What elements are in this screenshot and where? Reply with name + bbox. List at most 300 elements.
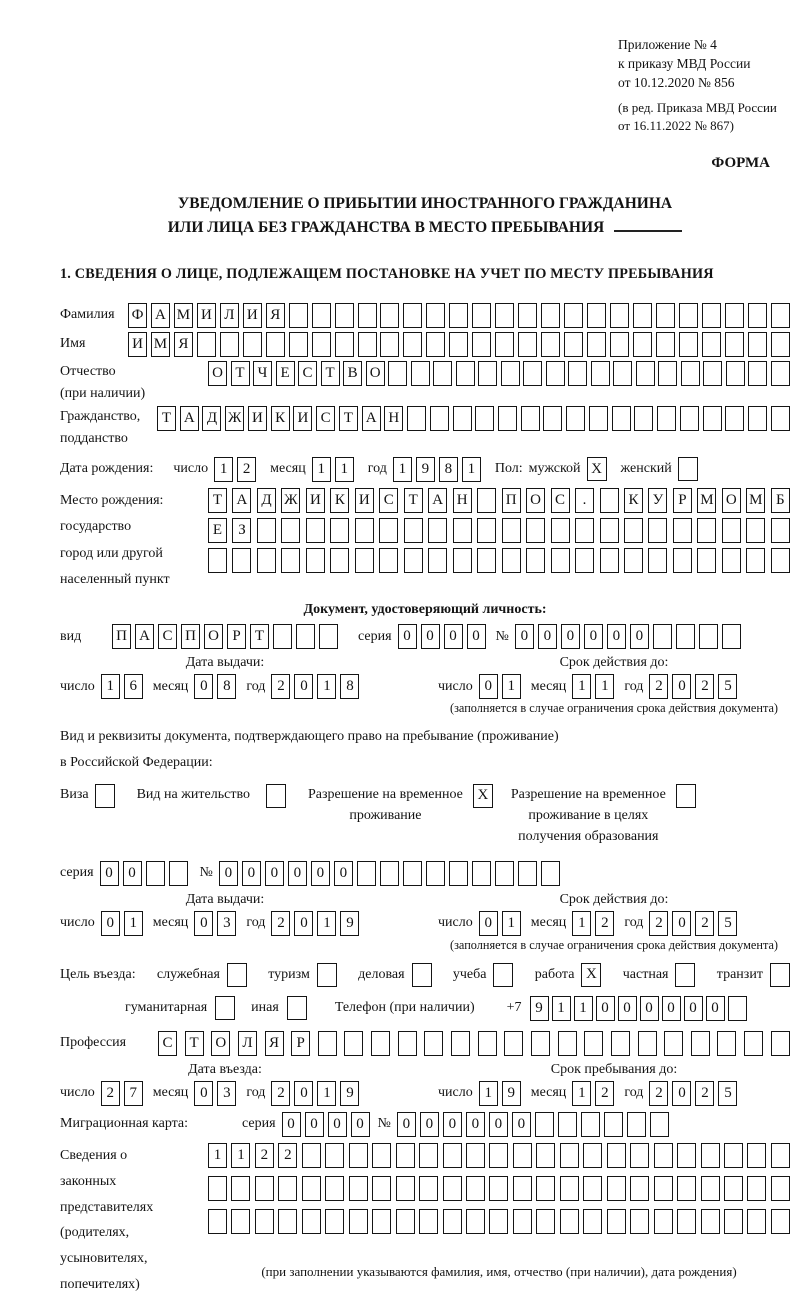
char-cell[interactable]	[581, 1112, 600, 1137]
char-cell[interactable]: 0	[443, 1112, 462, 1137]
char-cell[interactable]	[355, 548, 374, 573]
char-cell[interactable]	[724, 1209, 743, 1234]
char-cell[interactable]	[526, 518, 545, 543]
char-cell[interactable]	[607, 1209, 626, 1234]
char-cell[interactable]: К	[271, 406, 290, 431]
char-cell[interactable]	[747, 1176, 766, 1201]
char-cell[interactable]	[302, 1176, 321, 1201]
char-cell[interactable]	[771, 303, 790, 328]
char-cell[interactable]	[349, 1209, 368, 1234]
char-cell[interactable]	[531, 1031, 550, 1056]
char-cell[interactable]: 0	[194, 674, 213, 699]
char-cell[interactable]	[456, 361, 475, 386]
char-cell[interactable]: С	[316, 406, 335, 431]
char-cell[interactable]	[257, 518, 276, 543]
char-cell[interactable]: И	[128, 332, 147, 357]
char-cell[interactable]	[611, 1031, 630, 1056]
char-cell[interactable]	[281, 518, 300, 543]
char-cell[interactable]	[551, 548, 570, 573]
char-cell[interactable]: С	[379, 488, 398, 513]
char-cell[interactable]	[513, 1209, 532, 1234]
char-cell[interactable]: 0	[265, 861, 284, 886]
char-cell[interactable]	[748, 361, 767, 386]
char-cell[interactable]	[380, 332, 399, 357]
char-cell[interactable]	[407, 406, 426, 431]
char-cell[interactable]	[372, 1209, 391, 1234]
char-cell[interactable]	[430, 406, 449, 431]
char-cell[interactable]: 0	[294, 911, 313, 936]
char-cell[interactable]: Н	[453, 488, 472, 513]
char-cell[interactable]	[748, 303, 767, 328]
char-cell[interactable]	[583, 1176, 602, 1201]
char-cell[interactable]: 0	[305, 1112, 324, 1137]
char-cell[interactable]	[278, 1176, 297, 1201]
char-cell[interactable]	[771, 518, 790, 543]
char-cell[interactable]	[312, 303, 331, 328]
char-cell[interactable]	[560, 1143, 579, 1168]
char-cell[interactable]	[371, 1031, 390, 1056]
char-cell[interactable]	[197, 332, 216, 357]
char-cell[interactable]	[379, 548, 398, 573]
char-cell[interactable]	[630, 1176, 649, 1201]
char-cell[interactable]: Т	[321, 361, 340, 386]
char-cell[interactable]	[535, 1112, 554, 1137]
char-cell[interactable]: Т	[208, 488, 227, 513]
char-cell[interactable]	[771, 406, 790, 431]
char-cell[interactable]: О	[211, 1031, 230, 1056]
char-cell[interactable]: Р	[227, 624, 246, 649]
char-cell[interactable]	[747, 1209, 766, 1234]
char-cell[interactable]	[243, 332, 262, 357]
char-cell[interactable]	[489, 1176, 508, 1201]
char-cell[interactable]	[302, 1209, 321, 1234]
char-cell[interactable]: 2	[271, 911, 290, 936]
char-cell[interactable]	[426, 332, 445, 357]
char-cell[interactable]	[403, 303, 422, 328]
char-cell[interactable]: 0	[515, 624, 534, 649]
char-cell[interactable]: 2	[695, 674, 714, 699]
char-cell[interactable]: О	[722, 488, 741, 513]
char-cell[interactable]	[600, 548, 619, 573]
char-cell[interactable]: 0	[101, 911, 120, 936]
char-cell[interactable]: 0	[334, 861, 353, 886]
char-cell[interactable]: 1	[393, 457, 412, 482]
char-cell[interactable]	[566, 406, 585, 431]
char-cell[interactable]: 2	[649, 911, 668, 936]
char-cell[interactable]	[726, 361, 745, 386]
char-cell[interactable]	[664, 1031, 683, 1056]
char-cell[interactable]: 2	[695, 1081, 714, 1106]
char-cell[interactable]	[701, 1176, 720, 1201]
char-cell[interactable]	[633, 303, 652, 328]
char-cell[interactable]: Я	[174, 332, 193, 357]
char-cell[interactable]	[289, 332, 308, 357]
char-cell[interactable]: 1	[574, 996, 593, 1021]
char-cell[interactable]: 0	[706, 996, 725, 1021]
char-cell[interactable]	[633, 332, 652, 357]
char-cell[interactable]: .	[575, 488, 594, 513]
char-cell[interactable]: 0	[242, 861, 261, 886]
char-cell[interactable]	[372, 1143, 391, 1168]
residence-permit-checkbox[interactable]	[266, 784, 286, 808]
char-cell[interactable]	[358, 303, 377, 328]
char-cell[interactable]: 1	[124, 911, 143, 936]
char-cell[interactable]: М	[746, 488, 765, 513]
char-cell[interactable]	[426, 303, 445, 328]
char-cell[interactable]	[398, 1031, 417, 1056]
char-cell[interactable]	[657, 406, 676, 431]
char-cell[interactable]	[744, 1031, 763, 1056]
char-cell[interactable]: 0	[618, 996, 637, 1021]
char-cell[interactable]	[289, 303, 308, 328]
char-cell[interactable]	[634, 406, 653, 431]
char-cell[interactable]: М	[151, 332, 170, 357]
char-cell[interactable]: Н	[384, 406, 403, 431]
char-cell[interactable]	[443, 1209, 462, 1234]
char-cell[interactable]: П	[502, 488, 521, 513]
visa-checkbox[interactable]	[95, 784, 115, 808]
char-cell[interactable]	[541, 861, 560, 886]
char-cell[interactable]	[489, 1143, 508, 1168]
char-cell[interactable]: Т	[339, 406, 358, 431]
char-cell[interactable]: 0	[467, 624, 486, 649]
char-cell[interactable]: 0	[328, 1112, 347, 1137]
purpose-other-checkbox[interactable]	[287, 996, 307, 1020]
char-cell[interactable]	[600, 488, 619, 513]
char-cell[interactable]	[231, 1176, 250, 1201]
char-cell[interactable]	[638, 1031, 657, 1056]
char-cell[interactable]: 0	[194, 1081, 213, 1106]
char-cell[interactable]	[231, 1209, 250, 1234]
char-cell[interactable]	[472, 861, 491, 886]
char-cell[interactable]: 1	[502, 911, 521, 936]
char-cell[interactable]	[466, 1209, 485, 1234]
char-cell[interactable]	[691, 1031, 710, 1056]
char-cell[interactable]: 8	[340, 674, 359, 699]
char-cell[interactable]	[495, 303, 514, 328]
purpose-transit-checkbox[interactable]	[770, 963, 790, 987]
char-cell[interactable]	[676, 624, 695, 649]
char-cell[interactable]: Л	[220, 303, 239, 328]
char-cell[interactable]	[312, 332, 331, 357]
purpose-business-checkbox[interactable]	[412, 963, 432, 987]
char-cell[interactable]: 0	[489, 1112, 508, 1137]
char-cell[interactable]	[344, 1031, 363, 1056]
char-cell[interactable]	[521, 406, 540, 431]
char-cell[interactable]	[584, 1031, 603, 1056]
char-cell[interactable]	[575, 548, 594, 573]
char-cell[interactable]: Т	[231, 361, 250, 386]
char-cell[interactable]	[335, 332, 354, 357]
char-cell[interactable]: 2	[278, 1143, 297, 1168]
char-cell[interactable]	[679, 332, 698, 357]
purpose-study-checkbox[interactable]	[493, 963, 513, 987]
char-cell[interactable]	[610, 303, 629, 328]
char-cell[interactable]: 3	[217, 911, 236, 936]
char-cell[interactable]	[627, 1112, 646, 1137]
char-cell[interactable]	[648, 518, 667, 543]
char-cell[interactable]: Ч	[253, 361, 272, 386]
char-cell[interactable]: 0	[398, 624, 417, 649]
gender-female-checkbox[interactable]	[678, 457, 698, 481]
char-cell[interactable]: 0	[561, 624, 580, 649]
char-cell[interactable]	[543, 406, 562, 431]
char-cell[interactable]	[717, 1031, 736, 1056]
char-cell[interactable]: 0	[466, 1112, 485, 1137]
char-cell[interactable]	[728, 996, 747, 1021]
char-cell[interactable]	[411, 361, 430, 386]
char-cell[interactable]	[403, 861, 422, 886]
char-cell[interactable]	[318, 1031, 337, 1056]
char-cell[interactable]	[536, 1143, 555, 1168]
char-cell[interactable]	[349, 1143, 368, 1168]
char-cell[interactable]	[502, 548, 521, 573]
char-cell[interactable]: Я	[265, 1031, 284, 1056]
char-cell[interactable]	[624, 518, 643, 543]
char-cell[interactable]: 0	[607, 624, 626, 649]
char-cell[interactable]: 1	[317, 1081, 336, 1106]
char-cell[interactable]: И	[197, 303, 216, 328]
char-cell[interactable]: 9	[340, 911, 359, 936]
char-cell[interactable]	[169, 861, 188, 886]
char-cell[interactable]: Л	[238, 1031, 257, 1056]
char-cell[interactable]: С	[158, 1031, 177, 1056]
char-cell[interactable]	[591, 361, 610, 386]
char-cell[interactable]: 0	[397, 1112, 416, 1137]
temp-residence-education-checkbox[interactable]	[676, 784, 696, 808]
char-cell[interactable]	[722, 548, 741, 573]
char-cell[interactable]: 8	[439, 457, 458, 482]
char-cell[interactable]	[443, 1176, 462, 1201]
char-cell[interactable]	[541, 332, 560, 357]
char-cell[interactable]: И	[306, 488, 325, 513]
char-cell[interactable]	[523, 361, 542, 386]
char-cell[interactable]	[518, 332, 537, 357]
char-cell[interactable]: Д	[257, 488, 276, 513]
char-cell[interactable]	[607, 1143, 626, 1168]
char-cell[interactable]	[257, 548, 276, 573]
char-cell[interactable]: 0	[596, 996, 615, 1021]
char-cell[interactable]	[560, 1209, 579, 1234]
char-cell[interactable]: Д	[202, 406, 221, 431]
char-cell[interactable]	[722, 518, 741, 543]
char-cell[interactable]: 1	[312, 457, 331, 482]
char-cell[interactable]	[724, 1176, 743, 1201]
char-cell[interactable]	[426, 861, 445, 886]
char-cell[interactable]	[325, 1143, 344, 1168]
char-cell[interactable]: 0	[421, 624, 440, 649]
char-cell[interactable]: С	[551, 488, 570, 513]
char-cell[interactable]: 0	[219, 861, 238, 886]
char-cell[interactable]: О	[366, 361, 385, 386]
char-cell[interactable]	[466, 1143, 485, 1168]
char-cell[interactable]: 2	[595, 1081, 614, 1106]
purpose-private-checkbox[interactable]	[675, 963, 695, 987]
char-cell[interactable]	[702, 303, 721, 328]
char-cell[interactable]: 5	[718, 1081, 737, 1106]
char-cell[interactable]	[560, 1176, 579, 1201]
char-cell[interactable]: 9	[416, 457, 435, 482]
char-cell[interactable]	[551, 518, 570, 543]
char-cell[interactable]	[325, 1209, 344, 1234]
char-cell[interactable]: Е	[276, 361, 295, 386]
char-cell[interactable]	[771, 1209, 790, 1234]
char-cell[interactable]	[396, 1176, 415, 1201]
char-cell[interactable]: 0	[282, 1112, 301, 1137]
char-cell[interactable]	[449, 861, 468, 886]
char-cell[interactable]	[564, 332, 583, 357]
char-cell[interactable]	[587, 332, 606, 357]
char-cell[interactable]: 0	[100, 861, 119, 886]
char-cell[interactable]	[703, 361, 722, 386]
char-cell[interactable]	[433, 361, 452, 386]
char-cell[interactable]: 0	[512, 1112, 531, 1137]
char-cell[interactable]	[302, 1143, 321, 1168]
char-cell[interactable]	[771, 361, 790, 386]
char-cell[interactable]	[449, 332, 468, 357]
char-cell[interactable]	[600, 518, 619, 543]
char-cell[interactable]	[419, 1209, 438, 1234]
char-cell[interactable]: А	[180, 406, 199, 431]
char-cell[interactable]	[404, 548, 423, 573]
char-cell[interactable]	[697, 548, 716, 573]
char-cell[interactable]	[478, 1031, 497, 1056]
char-cell[interactable]	[541, 303, 560, 328]
char-cell[interactable]	[255, 1209, 274, 1234]
char-cell[interactable]: А	[428, 488, 447, 513]
char-cell[interactable]: 2	[237, 457, 256, 482]
char-cell[interactable]	[489, 1209, 508, 1234]
char-cell[interactable]	[428, 548, 447, 573]
char-cell[interactable]	[495, 861, 514, 886]
char-cell[interactable]	[278, 1209, 297, 1234]
char-cell[interactable]	[208, 548, 227, 573]
char-cell[interactable]	[513, 1176, 532, 1201]
char-cell[interactable]	[613, 361, 632, 386]
char-cell[interactable]	[583, 1143, 602, 1168]
char-cell[interactable]: Р	[673, 488, 692, 513]
char-cell[interactable]: 1	[101, 674, 120, 699]
char-cell[interactable]	[583, 1209, 602, 1234]
char-cell[interactable]: Т	[404, 488, 423, 513]
char-cell[interactable]	[725, 406, 744, 431]
char-cell[interactable]	[722, 624, 741, 649]
char-cell[interactable]	[654, 1143, 673, 1168]
char-cell[interactable]: К	[624, 488, 643, 513]
char-cell[interactable]: 9	[502, 1081, 521, 1106]
char-cell[interactable]: О	[208, 361, 227, 386]
char-cell[interactable]: А	[232, 488, 251, 513]
char-cell[interactable]	[656, 332, 675, 357]
char-cell[interactable]	[746, 518, 765, 543]
char-cell[interactable]	[498, 406, 517, 431]
char-cell[interactable]: 0	[672, 674, 691, 699]
char-cell[interactable]	[771, 548, 790, 573]
char-cell[interactable]: М	[697, 488, 716, 513]
char-cell[interactable]: С	[298, 361, 317, 386]
char-cell[interactable]	[725, 332, 744, 357]
char-cell[interactable]	[653, 624, 672, 649]
char-cell[interactable]	[428, 518, 447, 543]
char-cell[interactable]: 0	[672, 911, 691, 936]
char-cell[interactable]	[654, 1209, 673, 1234]
char-cell[interactable]	[677, 1209, 696, 1234]
char-cell[interactable]: Ф	[128, 303, 147, 328]
char-cell[interactable]	[564, 303, 583, 328]
char-cell[interactable]	[630, 1143, 649, 1168]
char-cell[interactable]	[771, 1031, 790, 1056]
char-cell[interactable]	[681, 361, 700, 386]
char-cell[interactable]	[677, 1143, 696, 1168]
char-cell[interactable]	[495, 332, 514, 357]
char-cell[interactable]	[396, 1209, 415, 1234]
char-cell[interactable]	[650, 1112, 669, 1137]
char-cell[interactable]: Ж	[281, 488, 300, 513]
char-cell[interactable]	[697, 518, 716, 543]
char-cell[interactable]: Р	[291, 1031, 310, 1056]
char-cell[interactable]: 2	[271, 674, 290, 699]
char-cell[interactable]	[146, 861, 165, 886]
char-cell[interactable]: 0	[662, 996, 681, 1021]
char-cell[interactable]	[568, 361, 587, 386]
char-cell[interactable]	[725, 303, 744, 328]
char-cell[interactable]	[624, 548, 643, 573]
char-cell[interactable]: 3	[217, 1081, 236, 1106]
char-cell[interactable]: Т	[250, 624, 269, 649]
char-cell[interactable]: 5	[718, 674, 737, 699]
char-cell[interactable]: 1	[317, 911, 336, 936]
char-cell[interactable]: 1	[572, 911, 591, 936]
char-cell[interactable]	[453, 548, 472, 573]
char-cell[interactable]: 2	[255, 1143, 274, 1168]
char-cell[interactable]	[658, 361, 677, 386]
char-cell[interactable]: 7	[124, 1081, 143, 1106]
char-cell[interactable]	[607, 1176, 626, 1201]
char-cell[interactable]: 0	[311, 861, 330, 886]
char-cell[interactable]: 0	[420, 1112, 439, 1137]
char-cell[interactable]	[502, 518, 521, 543]
char-cell[interactable]	[536, 1176, 555, 1201]
char-cell[interactable]	[771, 1176, 790, 1201]
char-cell[interactable]	[477, 518, 496, 543]
char-cell[interactable]	[558, 1031, 577, 1056]
char-cell[interactable]	[746, 548, 765, 573]
char-cell[interactable]: Ж	[225, 406, 244, 431]
char-cell[interactable]: И	[243, 303, 262, 328]
char-cell[interactable]	[325, 1176, 344, 1201]
char-cell[interactable]: И	[355, 488, 374, 513]
char-cell[interactable]	[419, 1176, 438, 1201]
char-cell[interactable]: 0	[672, 1081, 691, 1106]
char-cell[interactable]	[636, 361, 655, 386]
char-cell[interactable]: 1	[335, 457, 354, 482]
char-cell[interactable]	[349, 1176, 368, 1201]
char-cell[interactable]	[281, 548, 300, 573]
char-cell[interactable]: 1	[208, 1143, 227, 1168]
char-cell[interactable]: 1	[231, 1143, 250, 1168]
char-cell[interactable]: Я	[266, 303, 285, 328]
char-cell[interactable]	[701, 1209, 720, 1234]
char-cell[interactable]: 2	[271, 1081, 290, 1106]
char-cell[interactable]	[388, 361, 407, 386]
char-cell[interactable]: И	[248, 406, 267, 431]
purpose-tourism-checkbox[interactable]	[317, 963, 337, 987]
char-cell[interactable]: 1	[572, 674, 591, 699]
char-cell[interactable]	[677, 1176, 696, 1201]
char-cell[interactable]	[526, 548, 545, 573]
char-cell[interactable]	[589, 406, 608, 431]
char-cell[interactable]: 1	[502, 674, 521, 699]
